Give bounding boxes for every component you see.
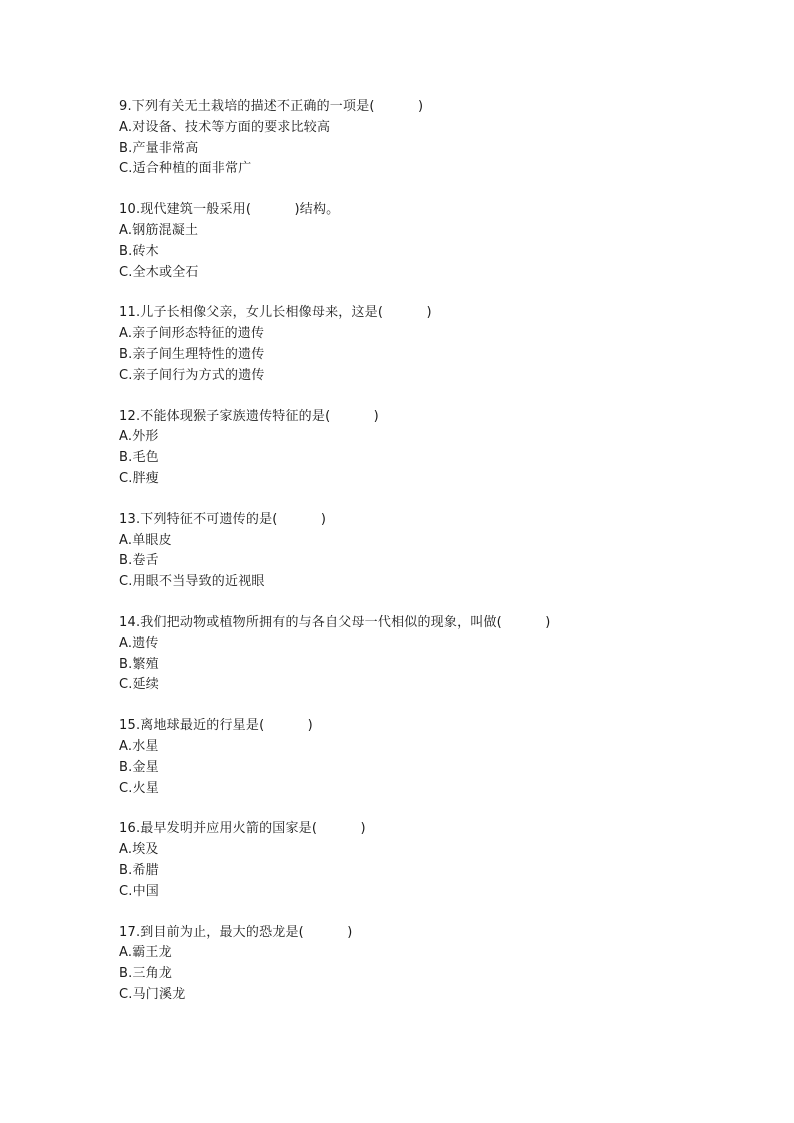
option-b: B.亲子间生理特性的遗传 xyxy=(119,346,265,362)
question-stem: 14.我们把动物或植物所拥有的与各自父母一代相似的现象，叫做( ) xyxy=(119,614,551,630)
question-17 xyxy=(119,923,739,1006)
option-c: C.亲子间行为方式的遗传 xyxy=(119,367,265,383)
question-stem: 12.不能体现猴子家族遗传特征的是( ) xyxy=(119,408,379,424)
question-14 xyxy=(119,613,739,696)
option-a: A.霸王龙 xyxy=(119,945,172,961)
option-b: B.三角龙 xyxy=(119,966,173,982)
option-a: A.遗传 xyxy=(119,635,159,651)
question-15 xyxy=(119,716,739,799)
question-9 xyxy=(119,97,739,180)
question-16 xyxy=(119,819,739,902)
option-c: C.中国 xyxy=(119,883,160,899)
question-stem: 10.现代建筑一般采用( )结构。 xyxy=(119,202,340,218)
option-a: A.外形 xyxy=(119,429,159,445)
option-b: B.繁殖 xyxy=(119,656,159,672)
option-b: B.希腊 xyxy=(119,862,159,878)
option-a: A.亲子间形态特征的遗传 xyxy=(119,326,265,342)
question-stem: 9.下列有关无土栽培的描述不正确的一项是( ) xyxy=(119,99,424,114)
option-b: B.产量非常高 xyxy=(119,140,199,156)
option-b: B.金星 xyxy=(119,759,159,775)
option-a: A.埃及 xyxy=(119,842,159,858)
question-stem: 16.最早发明并应用火箭的国家是( ) xyxy=(119,821,366,837)
question-13 xyxy=(119,510,739,593)
question-11 xyxy=(119,303,739,386)
option-a: A.水星 xyxy=(119,738,159,754)
question-12 xyxy=(119,407,739,490)
document-page xyxy=(119,97,739,1026)
option-c: C.全木或全石 xyxy=(119,264,199,280)
option-b: B.毛色 xyxy=(119,450,159,466)
question-10 xyxy=(119,200,739,283)
question-stem: 15.离地球最近的行星是( ) xyxy=(119,718,313,734)
option-c: C.胖瘦 xyxy=(119,470,160,486)
question-stem: 17.到目前为止，最大的恐龙是( ) xyxy=(119,924,353,940)
option-b: B.砖木 xyxy=(119,243,159,259)
option-c: C.马门溪龙 xyxy=(119,986,186,1002)
question-stem: 11.儿子长相像父亲，女儿长相像母来，这是( ) xyxy=(119,305,432,321)
option-b: B.卷舌 xyxy=(119,553,159,569)
question-stem: 13.下列特征不可遗传的是( ) xyxy=(119,511,327,527)
option-a: A.单眼皮 xyxy=(119,532,172,548)
option-c: C.用眼不当导致的近视眼 xyxy=(119,574,265,590)
option-c: C.适合种植的面非常广 xyxy=(119,161,252,177)
option-c: C.延续 xyxy=(119,677,160,693)
option-a: A.钢筋混凝土 xyxy=(119,222,199,238)
option-c: C.火星 xyxy=(119,780,160,796)
option-a: A.对设备、技术等方面的要求比较高 xyxy=(119,119,331,135)
